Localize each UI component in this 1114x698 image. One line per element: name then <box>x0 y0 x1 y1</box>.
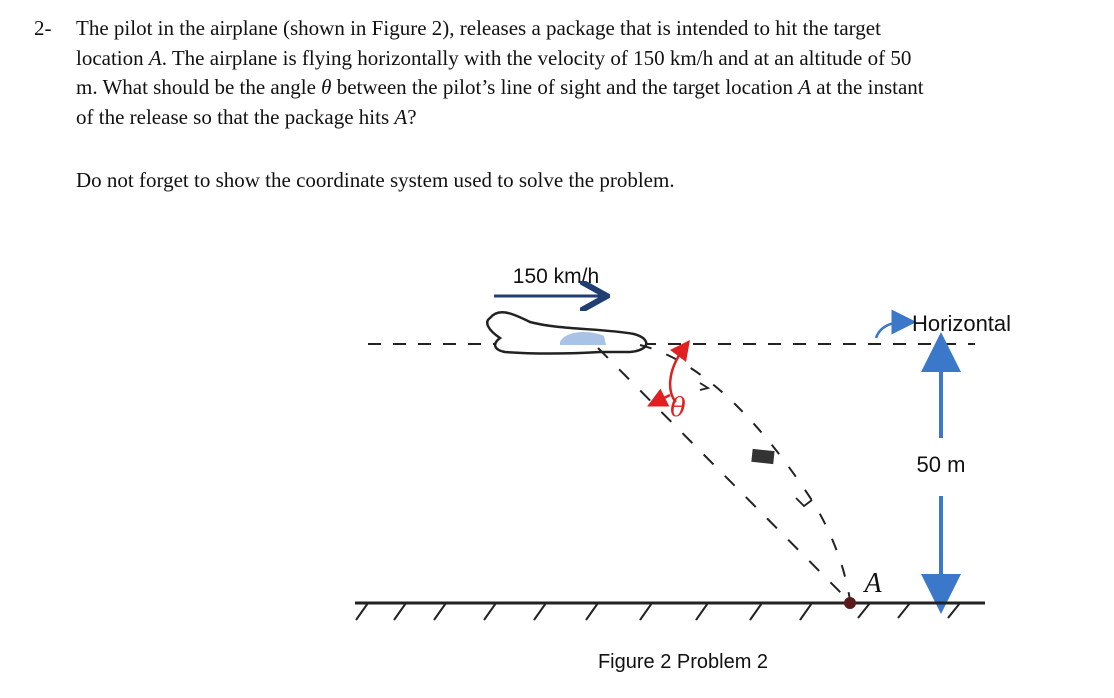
figure-caption: Figure 2 Problem 2 <box>597 651 769 673</box>
text-run: at the instant <box>811 75 924 99</box>
target-symbol: A <box>798 75 812 99</box>
trajectory-arrow-icon <box>700 383 708 390</box>
target-symbol: A <box>148 45 162 70</box>
target-point <box>844 597 856 609</box>
text-run: of the release so that the package hits <box>76 104 395 129</box>
airplane-icon <box>487 312 646 353</box>
package-trajectory <box>640 345 850 600</box>
text-run: location <box>76 45 149 70</box>
problem-line-1: The pilot in the airplane (shown in Figure 2), releases a package that is intended to hit the target <box>76 16 881 40</box>
problem-number: 2- <box>34 16 52 40</box>
line-of-sight <box>598 348 848 600</box>
ground-hatching <box>356 603 960 620</box>
text-run: m. What should be the angle <box>76 75 322 99</box>
target-label: A <box>864 568 882 599</box>
velocity-label: 150 km/h <box>512 265 600 288</box>
text-run: . The airplane is flying horizontally with the velocity of 150 km/h and at an altitude of 50 <box>161 45 912 70</box>
coordinate-system-note: Do not forget to show the coordinate system used to solve the problem. <box>76 168 675 192</box>
horizontal-pointer-icon <box>876 322 904 338</box>
angle-arc-end-icon <box>656 395 670 402</box>
text-run: ? <box>407 104 417 129</box>
horizontal-label: Horizontal <box>912 311 1012 336</box>
angle-theta-label: θ <box>670 393 686 423</box>
trajectory-arrow-icon <box>796 498 812 506</box>
target-symbol: A <box>394 104 408 129</box>
altitude-label: 50 m <box>916 452 966 477</box>
package-icon <box>751 449 774 464</box>
theta-symbol: θ <box>321 75 332 99</box>
text-run: between the pilot’s line of sight and the target location <box>331 75 799 99</box>
